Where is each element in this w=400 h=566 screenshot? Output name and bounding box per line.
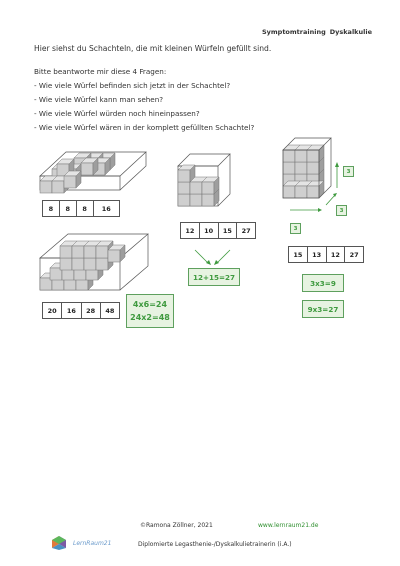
answer-cell: 48 (100, 303, 119, 319)
question-4: - Wie viele Würfel wären in der komplett gefüllten Schachtel? (34, 123, 255, 132)
footer-website-link[interactable]: www.lernraum21.de (258, 522, 319, 529)
answer-cell: 28 (81, 303, 100, 319)
box2-calc: 12+15=27 (188, 268, 240, 286)
header-right: Dyskalkulie (329, 28, 372, 36)
answer-cell: 20 (43, 303, 62, 319)
answer-cell: 8 (59, 201, 76, 217)
questions-intro: Bitte beantworte mir diese 4 Fragen: (34, 67, 167, 76)
answer-cell: 8 (76, 201, 93, 217)
box3-dim-label-width: 3 (290, 223, 301, 234)
answer-cell: 27 (345, 247, 364, 263)
answer-cell: 15 (218, 223, 237, 239)
box4-answer-table (42, 302, 120, 319)
box1-answer-table (42, 200, 120, 217)
box2-answer-table (180, 222, 256, 239)
answer-cell: 16 (93, 201, 119, 217)
box4-illustration (40, 234, 148, 290)
question-2: - Wie viele Würfel kann man sehen? (34, 95, 164, 104)
box3-answer-table (288, 246, 364, 263)
footer-subtitle: Diplomierte Legasthenie-/Dyskalkulietrainerin (i.A.) (138, 541, 292, 548)
box3-calc-1: 3x3=9 (302, 274, 344, 292)
answer-cell: 16 (62, 303, 81, 319)
question-1: - Wie viele Würfel befinden sich jetzt in der Schachtel? (34, 81, 231, 90)
header-left: Symptomtraining (261, 28, 326, 36)
answer-cell: 13 (307, 247, 326, 263)
box3-dim-label-depth: 3 (336, 205, 347, 216)
answer-cell: 12 (181, 223, 200, 239)
box1-illustration (40, 152, 146, 193)
box4-calc (126, 294, 174, 328)
answer-cell: 12 (326, 247, 345, 263)
box3-dim-label-height: 3 (343, 166, 354, 177)
footer-copyright: ©Ramona Zöllner, 2021 (140, 522, 213, 529)
answer-cell: 15 (289, 247, 308, 263)
answer-cell: 27 (237, 223, 256, 239)
answer-cell: 10 (199, 223, 218, 239)
logo-icon (50, 532, 72, 550)
box3-illustration (283, 138, 339, 212)
answer-cell: 8 (43, 201, 60, 217)
logo-text: LernRaum21 (73, 540, 112, 547)
box2-calc-arrows (195, 250, 230, 265)
box3-calc-2: 9x3=27 (302, 300, 344, 318)
box2-illustration (178, 154, 230, 206)
box4-calc-2: 24x2=48 (130, 313, 170, 322)
box4-calc-1: 4x6=24 (132, 300, 168, 309)
question-3: - Wie viele Würfel würden noch hineinpassen? (34, 109, 200, 118)
intro-text: Hier siehst du Schachteln, die mit kleinen Würfeln gefüllt sind. (34, 44, 272, 53)
